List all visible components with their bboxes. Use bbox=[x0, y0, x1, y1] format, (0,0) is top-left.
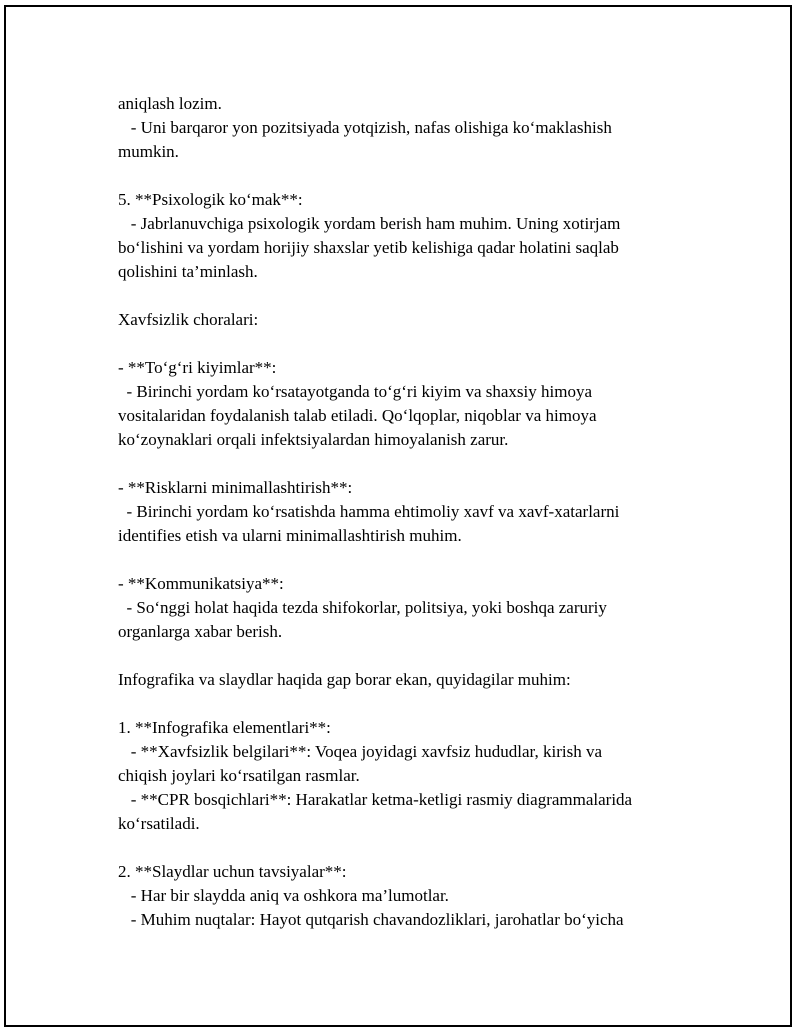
text-line: - **Xavfsizlik belgilari**: Voqea joyidagi xavfsiz hududlar, kirish va bbox=[118, 742, 603, 761]
text-line: vositalaridan foydalanish talab etiladi. Qoʻlqoplar, niqoblar va himoya bbox=[118, 406, 597, 425]
list-item-heading: - **Risklarni minimallashtirish**: bbox=[118, 478, 353, 497]
blank-line bbox=[118, 548, 698, 572]
text-line: chiqish joylari koʻrsatilgan rasmlar. bbox=[118, 766, 360, 785]
text-line: - **CPR bosqichlari**: Harakatlar ketma-ketligi rasmiy diagrammalarida bbox=[118, 790, 633, 809]
blank-line bbox=[118, 692, 698, 716]
section-heading: Infografika va slaydlar haqida gap borar ekan, quyidagilar muhim: bbox=[118, 670, 571, 689]
text-line: - Har bir slaydda aniq va oshkora ma’lumotlar. bbox=[118, 886, 449, 905]
text-line: - Soʻnggi holat haqida tezda shifokorlar, politsiya, yoki boshqa zaruriy bbox=[118, 598, 607, 617]
document-body bbox=[118, 92, 698, 932]
text-line: - Uni barqaror yon pozitsiyada yotqizish, nafas olishiga koʻmaklashish bbox=[118, 118, 612, 137]
text-line: qolishini ta’minlash. bbox=[118, 262, 258, 281]
list-item-heading: - **Toʻgʻri kiyimlar**: bbox=[118, 358, 277, 377]
text-line: organlarga xabar berish. bbox=[118, 622, 283, 641]
text-line: - Birinchi yordam koʻrsatayotganda toʻgʻri kiyim va shaxsiy himoya bbox=[118, 382, 593, 401]
text-line: identifies etish va ularni minimallashtirish muhim. bbox=[118, 526, 462, 545]
blank-line bbox=[118, 452, 698, 476]
section-heading: 5. **Psixologik koʻmak**: bbox=[118, 190, 303, 209]
text-line: koʻrsatiladi. bbox=[118, 814, 200, 833]
section-heading: Xavfsizlik choralari: bbox=[118, 310, 259, 329]
list-item-heading: 1. **Infografika elementlari**: bbox=[118, 718, 331, 737]
text-line: - Jabrlanuvchiga psixologik yordam berish ham muhim. Uning xotirjam bbox=[118, 214, 621, 233]
text-line: mumkin. bbox=[118, 142, 179, 161]
blank-line bbox=[118, 332, 698, 356]
list-item-heading: - **Kommunikatsiya**: bbox=[118, 574, 284, 593]
text-line: - Muhim nuqtalar: Hayot qutqarish chavandozliklari, jarohatlar boʻyicha bbox=[118, 910, 624, 929]
text-line: - Birinchi yordam koʻrsatishda hamma ehtimoliy xavf va xavf-xatarlarni bbox=[118, 502, 620, 521]
text-line: koʻzoynaklari orqali infektsiyalardan himoyalanish zarur. bbox=[118, 430, 509, 449]
blank-line bbox=[118, 836, 698, 860]
blank-line bbox=[118, 284, 698, 308]
blank-line bbox=[118, 164, 698, 188]
text-line: aniqlash lozim. bbox=[118, 94, 222, 113]
text-line: boʻlishini va yordam horijiy shaxslar yetib kelishiga qadar holatini saqlab bbox=[118, 238, 619, 257]
list-item-heading: 2. **Slaydlar uchun tavsiyalar**: bbox=[118, 862, 347, 881]
blank-line bbox=[118, 644, 698, 668]
